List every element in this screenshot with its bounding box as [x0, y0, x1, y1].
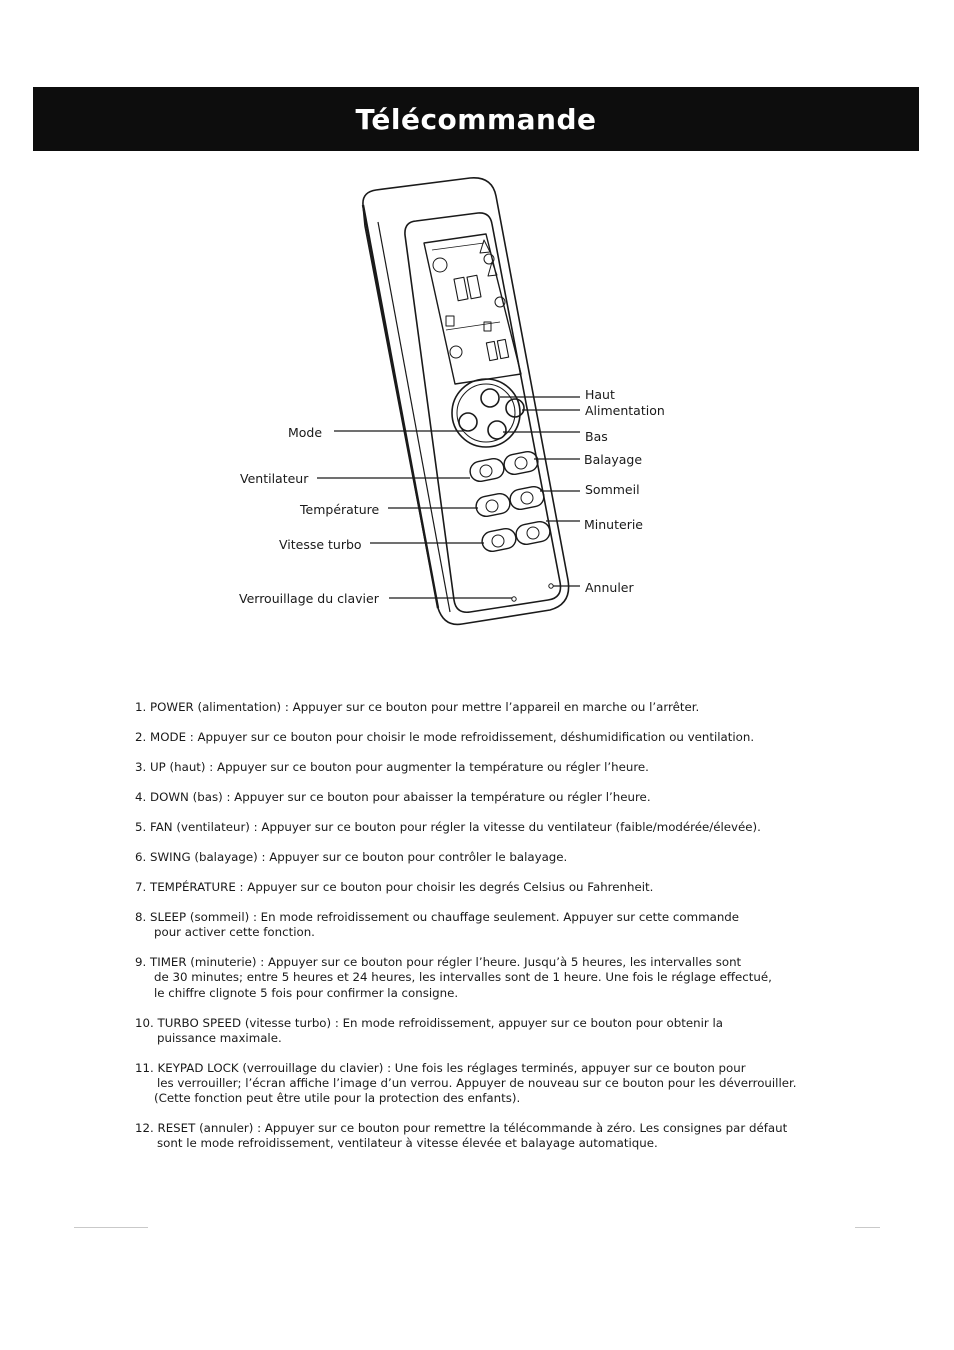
list-item: 5. FAN (ventilateur) : Appuyer sur ce bouton pour régler la vitesse du ventilateur (faible/modérée/élevée).: [135, 820, 761, 834]
footer-rule-left: [74, 1227, 148, 1228]
label-ventilateur: Ventilateur: [240, 471, 309, 486]
list-item: 10. TURBO SPEED (vitesse turbo) : En mode refroidissement, appuyer sur ce bouton pour obtenir la puissance maximale.: [135, 1015, 723, 1045]
list-item: 6. SWING (balayage) : Appuyer sur ce bouton pour contrôler le balayage.: [135, 850, 568, 864]
list-item: 7. TEMPÉRATURE : Appuyer sur ce bouton pour choisir les degrés Celsius ou Fahrenheit.: [135, 880, 654, 894]
label-bas: Bas: [585, 429, 608, 444]
label-alimentation: Alimentation: [585, 403, 665, 418]
label-verrouillage: Verrouillage du clavier: [239, 591, 379, 606]
label-sommeil: Sommeil: [585, 482, 640, 497]
page-title: Télécommande: [355, 103, 597, 136]
list-item: 3. UP (haut) : Appuyer sur ce bouton pour augmenter la température ou régler l’heure.: [135, 760, 649, 774]
label-temperature: Température: [300, 502, 380, 517]
list-item: 9. TIMER (minuterie) : Appuyer sur ce bouton pour régler l’heure. Jusqu’à 5 heures, les intervalles sont de 30 minutes; entre 5 heures et 24 heures, les intervalles sont de 1 heure. Une fois le réglage effectué, le chiffre clignote 5 fois pour confirmer la consigne.: [135, 955, 772, 1000]
list-item: 1. POWER (alimentation) : Appuyer sur ce bouton pour mettre l’appareil en marche ou l’arrêter.: [135, 700, 700, 714]
list-item: 12. RESET (annuler) : Appuyer sur ce bouton pour remettre la télécommande à zéro. Les consignes par défaut sont le mode refroidissement, ventilateur à vitesse élevée et balayage automatique.: [135, 1121, 788, 1151]
label-annuler: Annuler: [585, 580, 634, 595]
label-haut: Haut: [585, 387, 615, 402]
button-descriptions: [135, 700, 855, 1166]
label-balayage: Balayage: [584, 452, 643, 467]
list-item: 4. DOWN (bas) : Appuyer sur ce bouton pour abaisser la température ou régler l’heure.: [135, 790, 651, 804]
label-vitesse-turbo: Vitesse turbo: [279, 537, 362, 552]
list-item: 8. SLEEP (sommeil) : En mode refroidissement ou chauffage seulement. Appuyer sur cette commande pour activer cette fonction.: [135, 910, 740, 940]
list-item: 2. MODE : Appuyer sur ce bouton pour choisir le mode refroidissement, déshumidification ou ventilation.: [135, 730, 755, 744]
label-mode: Mode: [288, 425, 323, 440]
label-minuterie: Minuterie: [584, 517, 643, 532]
footer-rule-right: [855, 1227, 880, 1228]
list-item: 11. KEYPAD LOCK (verrouillage du clavier) : Une fois les réglages terminés, appuyer sur ce bouton pour les verrouiller; l’écran affiche l’image d’un verrou. Appuyer de nouveau sur ce bouton pour les déverrouiller. (Cette fonction peut être utile pour la protection des enfants).: [135, 1060, 797, 1106]
